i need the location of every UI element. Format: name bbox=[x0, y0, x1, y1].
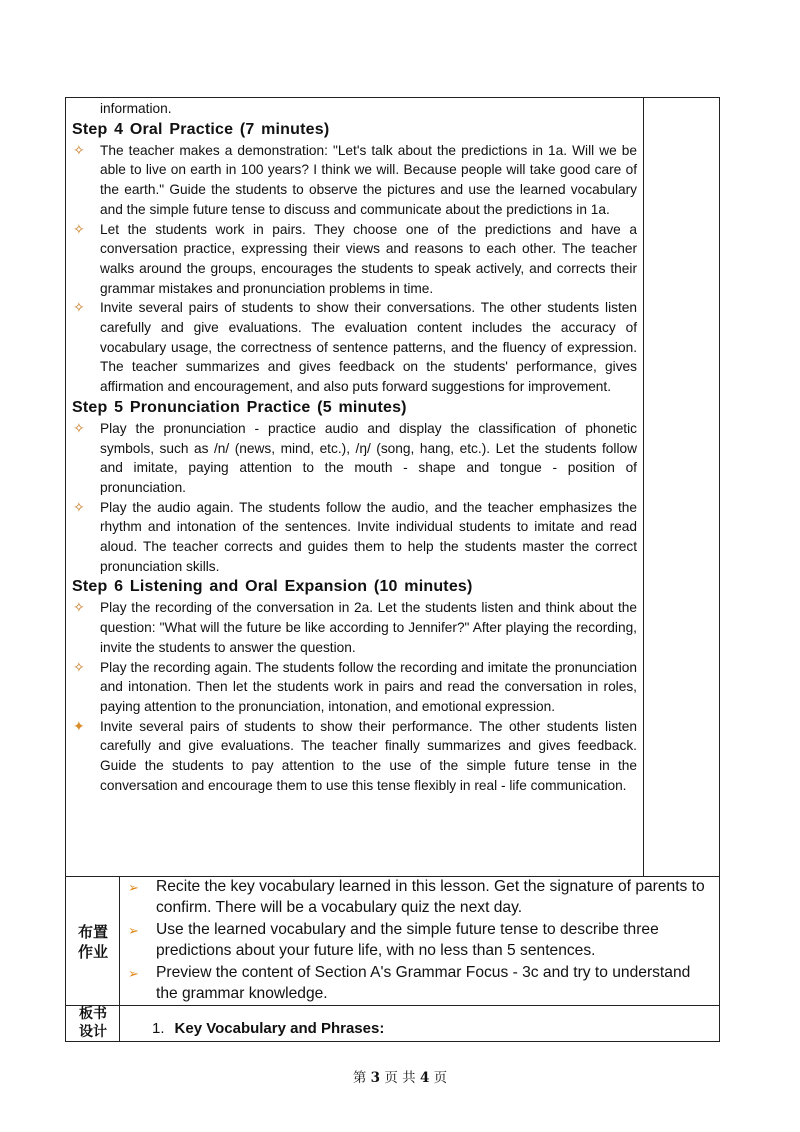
table-row-divider bbox=[65, 1005, 720, 1006]
board-design-label: 板书 设计 bbox=[79, 1006, 107, 1040]
diamond-star-icon: ✧ bbox=[73, 498, 85, 515]
homework-item: ➢ Preview the content of Section A's Grammar Focus - 3c and try to understand the grammar knowledge. bbox=[128, 963, 691, 1003]
diamond-star-icon: ✧ bbox=[73, 141, 85, 158]
table-column-divider bbox=[643, 97, 644, 877]
homework-label: 布置 作业 bbox=[77, 923, 108, 961]
step-5-title: Step 5 Pronunciation Practice (5 minutes) bbox=[72, 398, 407, 416]
arrow-right-icon: ➢ bbox=[128, 922, 139, 938]
list-item: ✧ Let the students work in pairs. They choose one of the predictions and have a conversation practice, expressing their views and reasons to each other. The teacher walks around the groups, encourages the students to speak actively, and corrects their grammar mistakes and pronunciation problems in time. bbox=[73, 220, 637, 296]
homework-list bbox=[128, 876, 713, 1004]
arrow-right-icon: ➢ bbox=[128, 965, 139, 981]
diamond-star-icon: ✧ bbox=[73, 658, 85, 675]
diamond-star-icon: ✧ bbox=[73, 220, 85, 237]
page-footer: 第 3 页 共 4 页 bbox=[352, 1070, 448, 1086]
list-item: ✧ Play the audio again. The students follow the audio, and the teacher emphasizes the rhythm and intonation of the sentences. Invite individual students to imitate and read aloud. The teacher corrects and guides them to help the students master the correct pronunciation skills. bbox=[73, 498, 637, 574]
step-6-title: Step 6 Listening and Oral Expansion (10 minutes) bbox=[72, 578, 473, 596]
board-design-heading: 1. Key Vocabulary and Phrases: bbox=[152, 1020, 385, 1037]
step-4-title: Step 4 Oral Practice (7 minutes) bbox=[72, 120, 330, 138]
diamond-star-icon: ✧ bbox=[73, 419, 85, 436]
homework-item: ➢ Use the learned vocabulary and the simple future tense to describe three predictions about your future life, with no less than 5 sentences. bbox=[128, 920, 659, 960]
continued-text: information. bbox=[100, 101, 172, 116]
list-item: ✦ Invite several pairs of students to show their performance. The other students listen carefully and give evaluations. The teacher finally summarizes and gives feedback. Guide the students to pay attention to the use of the simple future tense in the conversation and encourage them to use this tense flexibly in real - life communication. bbox=[73, 717, 637, 793]
list-item: ✧ Play the recording again. The students follow the recording and imitate the pronunciation and intonation. Then let the students work in pairs and read the conversation in roles, paying attention to the pronunciation, intonation, and emotional expression. bbox=[73, 658, 637, 714]
teaching-procedure bbox=[72, 99, 637, 796]
list-item: ✧ Play the recording of the conversation in 2a. Let the students listen and think about the question: "What will the future be like according to Jennifer?" After playing the recording, invite the students to answer the question. bbox=[73, 599, 637, 655]
list-item: ✧ Invite several pairs of students to show their conversations. The other students listen carefully and give evaluations. The evaluation content includes the accuracy of vocabulary usage, the correctness of sentence patterns, and the fluency of expression. The teacher summarizes and gives feedback on the students' performance, gives affirmation and encouragement, and also puts forward suggestions for improvement. bbox=[73, 299, 637, 395]
homework-item: ➢ Recite the key vocabulary learned in this lesson. Get the signature of parents to confirm. There will be a vocabulary quiz the next day. bbox=[128, 878, 705, 917]
diamond-star-icon: ✧ bbox=[73, 299, 85, 316]
list-item: ✧ Play the pronunciation - practice audio and display the classification of phonetic symbols, such as /n/ (news, mind, etc.), /ŋ/ (song, hang, etc.). Let the students follow and imitate, paying attention to the mouth - shape and tongue - position of pronunciation. bbox=[73, 419, 637, 495]
diamond-star-icon: ✦ bbox=[73, 717, 85, 734]
arrow-right-icon: ➢ bbox=[128, 880, 139, 895]
list-item: ✧ The teacher makes a demonstration: "Let's talk about the predictions in 1a. Will we be able to live on earth in 100 years? I think we will. Because people will take good care of the earth." Guide the students to observe the pictures and use the learned vocabulary and the simple future tense to discuss and communicate about the predictions in 1a. bbox=[73, 141, 637, 217]
table-label-divider bbox=[119, 876, 120, 1042]
diamond-star-icon: ✧ bbox=[73, 599, 85, 616]
